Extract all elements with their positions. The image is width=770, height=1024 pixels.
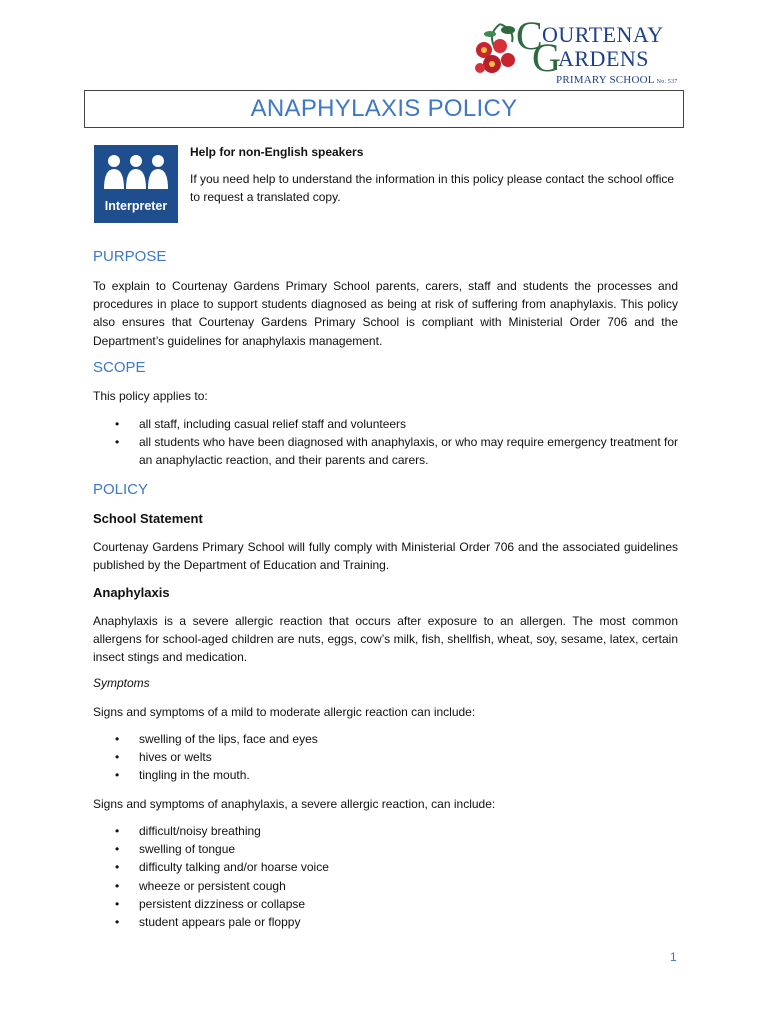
symptoms-heading: Symptoms	[93, 676, 150, 690]
help-text: If you need help to understand the information in this policy please contact the school office to request a translated copy.	[190, 172, 675, 204]
list-item: • wheeze or persistent cough	[93, 877, 678, 895]
purpose-heading: PURPOSE	[93, 248, 167, 265]
policy-heading: POLICY	[93, 481, 149, 498]
help-heading: Help for non-English speakers	[190, 145, 364, 159]
logo-word-gardens: ARDENS	[558, 46, 650, 71]
mild-symptoms-list	[93, 730, 678, 785]
logo-initial-g: G	[532, 35, 561, 80]
scope-intro: This policy applies to:	[93, 389, 208, 403]
logo-school-number: No. 537	[656, 79, 678, 85]
school-statement-text: Courtenay Gardens Primary School will fully comply with Ministerial Order 706 and the associated guidelines published by the Department of Education and Training.	[93, 540, 678, 573]
list-item: • tingling in the mouth.	[93, 766, 678, 784]
purpose-text: To explain to Courtenay Gardens Primary School parents, carers, staff and students the processes and procedures in place to support students diagnosed as being at risk of suffering from anaphylaxis. This policy also ensures that Courtenay Gardens Primary School is compliant with Ministerial Order 706 and the Department’s guidelines for anaphylaxis management.	[93, 279, 678, 348]
scope-list	[93, 415, 678, 470]
list-item: • all staff, including casual relief staff and volunteers	[93, 415, 678, 433]
mild-symptoms-intro: Signs and symptoms of a mild to moderate allergic reaction can include:	[93, 705, 476, 719]
list-item: • difficulty talking and/or hoarse voice	[93, 858, 678, 876]
list-item: • all students who have been diagnosed with anaphylaxis, or who may require emergency treatment for an anaphylactic reaction, and their parents and carers.	[93, 433, 678, 469]
list-item: • swelling of tongue	[93, 840, 678, 858]
logo-primary-school	[556, 74, 677, 86]
page-title: ANAPHYLAXIS POLICY	[250, 95, 518, 122]
list-item: • swelling of the lips, face and eyes	[93, 730, 678, 748]
severe-symptoms-list	[93, 822, 678, 931]
logo-primary-school-text: PRIMARY SCHOOL	[556, 74, 655, 86]
school-statement-heading: School Statement	[93, 511, 203, 526]
list-item: • hives or welts	[93, 748, 678, 766]
logo-word-courtenay: OURTENAY	[542, 22, 664, 47]
interpreter-label: Interpreter	[104, 199, 168, 213]
title-box	[84, 90, 684, 128]
list-item: • student appears pale or floppy	[93, 913, 678, 931]
anaphylaxis-text: Anaphylaxis is a severe allergic reaction that occurs after exposure to an allergen. The most common allergens for school-aged children are nuts, eggs, cow’s milk, fish, shellfish, wheat, soy, sesame, latex, certain insect stings and medication.	[93, 614, 678, 665]
school-logo	[470, 14, 680, 84]
interpreter-people-icon	[94, 149, 178, 199]
severe-symptoms-intro: Signs and symptoms of anaphylaxis, a severe allergic reaction, can include:	[93, 797, 496, 811]
anaphylaxis-heading: Anaphylaxis	[93, 585, 170, 600]
list-item: • difficult/noisy breathing	[93, 822, 678, 840]
list-item: • persistent dizziness or collapse	[93, 895, 678, 913]
scope-heading: SCOPE	[93, 359, 146, 376]
logo-initial-c: C	[516, 13, 543, 58]
page-number: 1	[670, 950, 677, 964]
interpreter-symbol	[94, 145, 178, 223]
